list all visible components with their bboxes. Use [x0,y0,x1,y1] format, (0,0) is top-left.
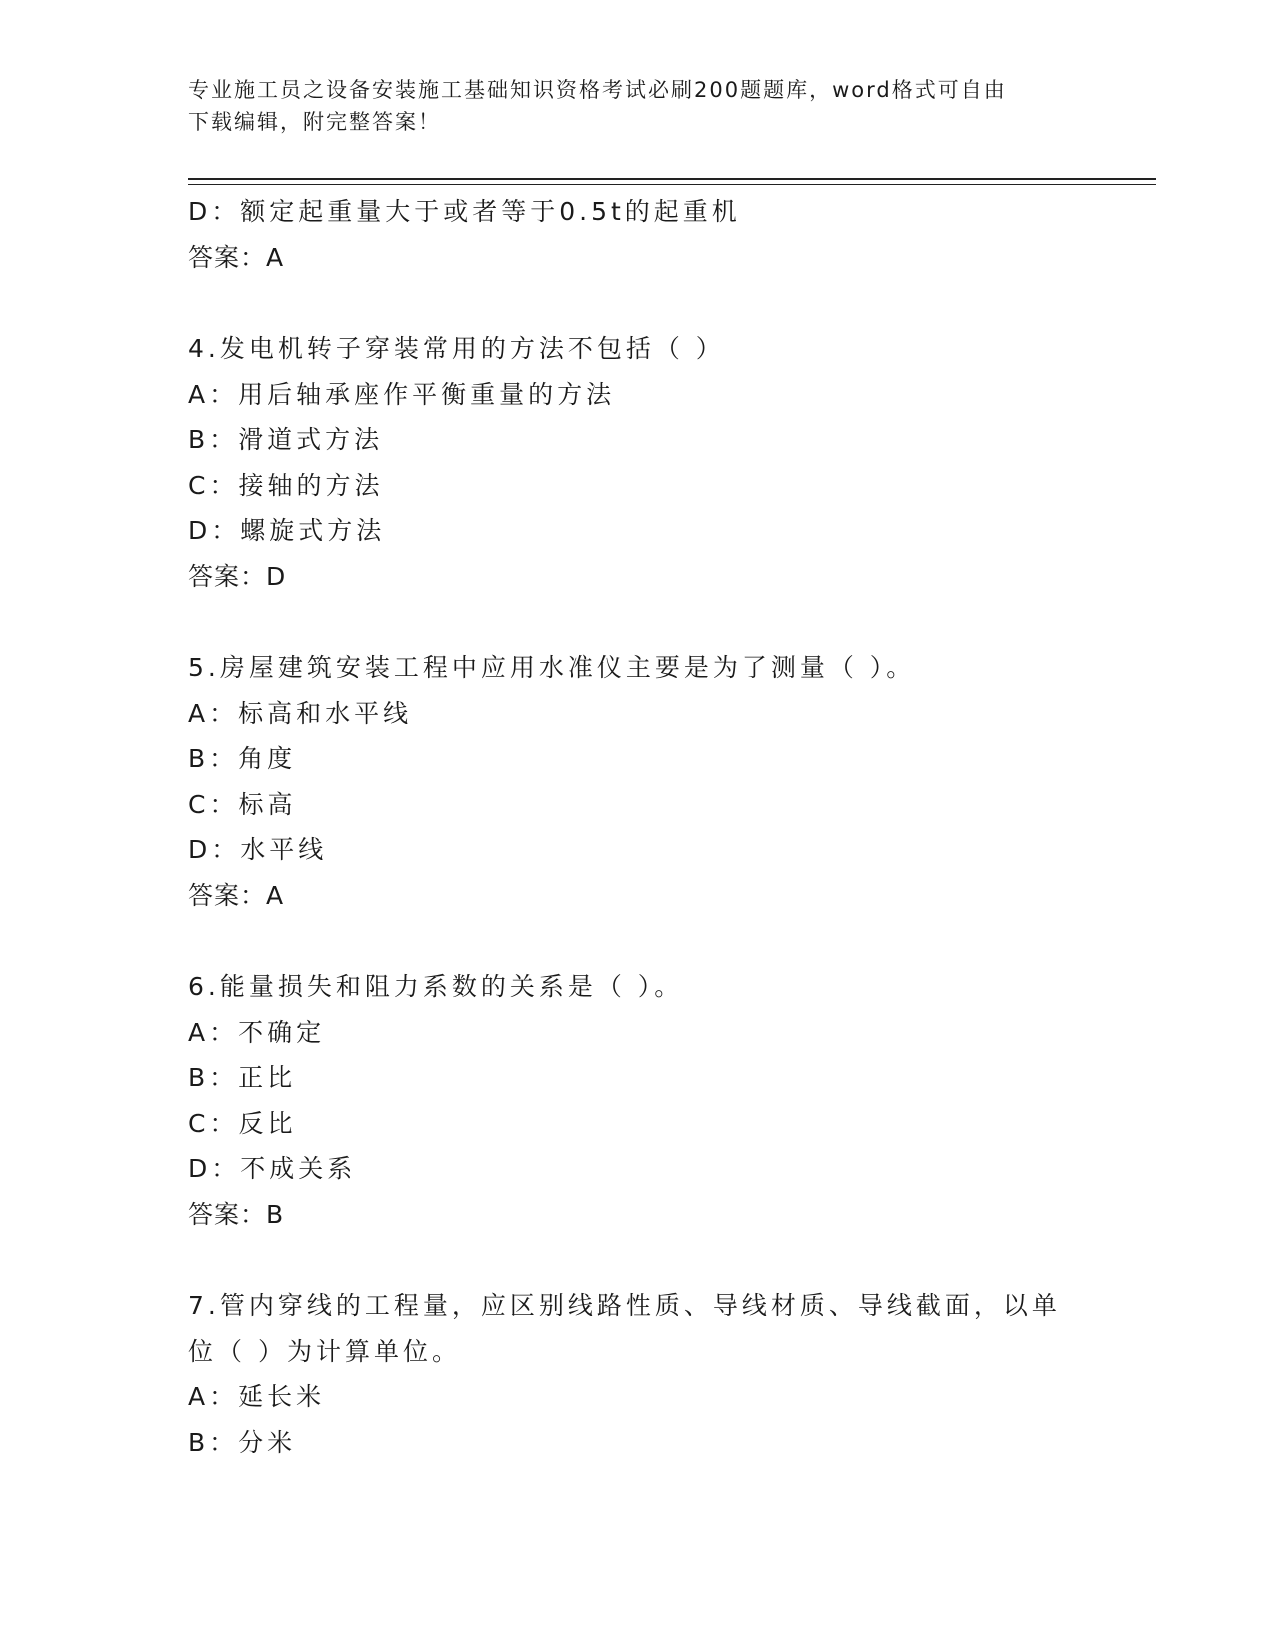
option-a: A：延长米 [188,1382,326,1411]
option-d: D：水平线 [188,835,328,864]
question-7 [188,1283,1088,1465]
header-line-1: 专业施工员之设备安装施工基础知识资格考试必刷200题题库，word格式可自由 [188,78,1007,102]
question-list [188,189,1088,1465]
answer: 答案：A [188,880,285,910]
option-c: C：标高 [188,789,297,819]
answer: 答案：A [188,242,285,272]
option-b: B：分米 [188,1427,297,1457]
question-text-line-1: 7.管内穿线的工程量，应区别线路性质、导线材质、导线截面，以单 [188,1291,1061,1320]
header-divider-thin [188,184,1156,185]
answer: 答案：D [188,561,287,591]
question-text: 5.房屋建筑安装工程中应用水准仪主要是为了测量（ ）。 [188,653,916,682]
option-b: B：正比 [188,1063,297,1092]
question-text: 4.发电机转子穿装常用的方法不包括（ ） [188,334,725,363]
option-d: D：额定起重量大于或者等于0.5t的起重机 [188,197,741,226]
option-b: B：滑道式方法 [188,425,384,454]
question-text: 6.能量损失和阻力系数的关系是（ ）。 [188,972,684,1001]
spacer [188,1237,1088,1283]
option-d: D：螺旋式方法 [188,516,386,545]
question-6 [188,964,1088,1237]
option-b: B：角度 [188,744,297,773]
option-a: A：用后轴承座作平衡重量的方法 [188,379,616,409]
option-d: D：不成关系 [188,1154,357,1183]
option-a: A：标高和水平线 [188,698,413,728]
spacer [188,599,1088,645]
question-3-tail [188,189,1088,280]
answer: 答案：B [188,1199,285,1229]
question-4 [188,326,1088,599]
header-divider-thick [188,178,1156,180]
option-c: C：反比 [188,1108,297,1138]
option-c: C：接轴的方法 [188,470,384,500]
document-header [188,74,1088,138]
spacer [188,918,1088,964]
question-5 [188,645,1088,918]
question-text-line-2: 位（ ）为计算单位。 [188,1336,461,1366]
header-line-2: 下载编辑，附完整答案！ [188,110,441,134]
spacer [188,280,1088,326]
option-a: A：不确定 [188,1017,326,1047]
